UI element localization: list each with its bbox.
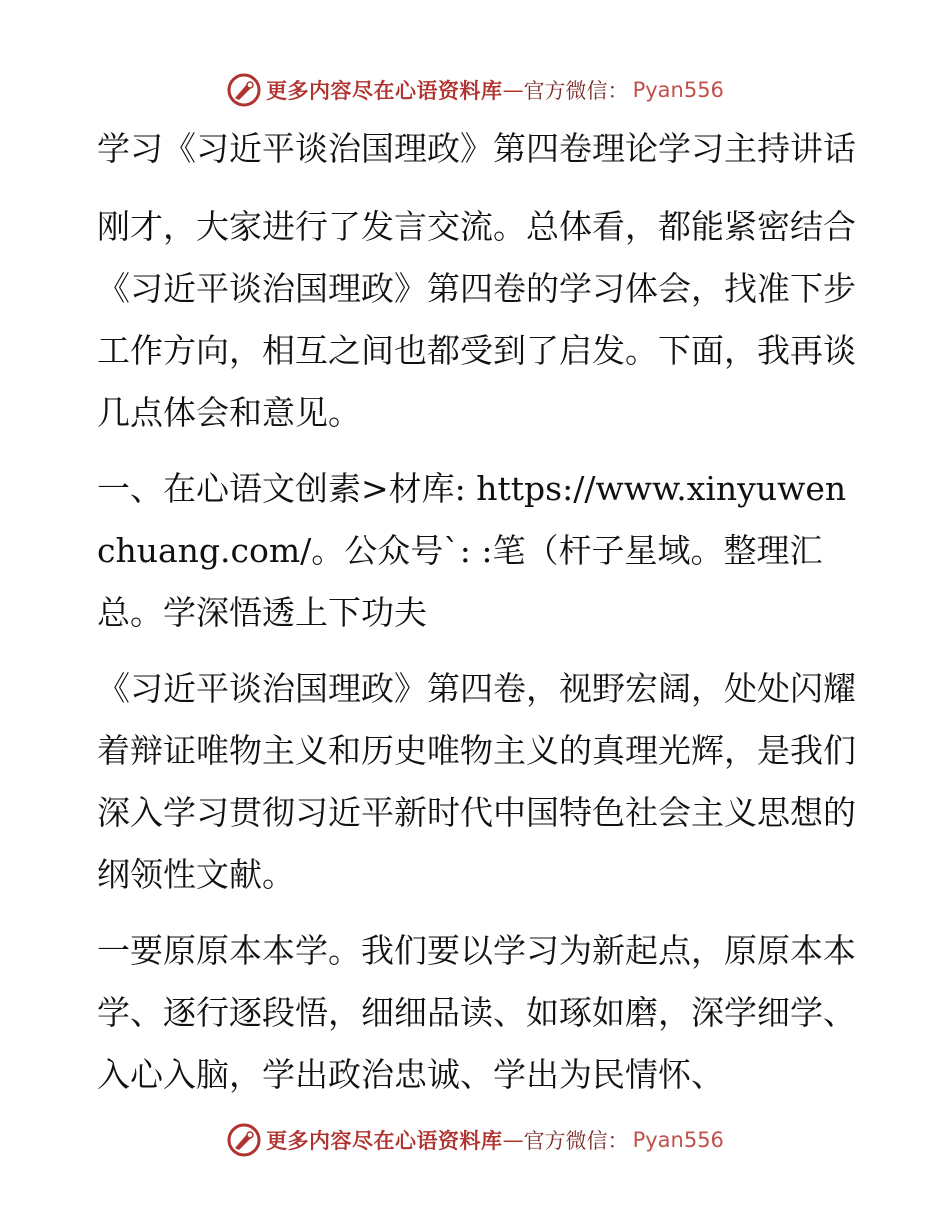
paragraph: 《习近平谈治国理政》第四卷，视野宏阔，处处闪耀着辩证唯物主义和历史唯物主义的真理光辉，是我们深入学习贯彻习近平新时代中国特色社会主义思想的纲领性文献。 [97,669,856,894]
footer-watermark [0,1120,950,1160]
header-watermark [0,70,950,110]
watermark-wechat-id: Pyan556 [632,78,724,102]
watermark-wechat-id: Pyan556 [632,1128,724,1152]
watermark-brand: 更多内容尽在心语资料库 [266,1129,503,1153]
paragraph: 刚才，大家进行了发言交流。总体看，都能紧密结合《习近平谈治国理政》第四卷的学习体会，找准下步工作方向，相互之间也都受到了启发。下面，我再谈几点体会和意见。 [97,207,856,432]
document-title: 学习《习近平谈治国理政》第四卷理论学习主持讲话 [97,129,856,168]
watermark-separator: — [502,78,524,102]
pen-nib-logo-icon [226,1122,262,1158]
watermark-official: 官方微信： [523,1129,629,1153]
watermark-brand: 更多内容尽在心语资料库 [266,79,503,103]
paragraph: 一、在心语文创素>材库: https://www.xinyuwenchuang.com/。公众号`: :笔（杆子星域。整理汇总。学深悟透上下功夫 [97,469,847,632]
document-body [97,118,857,1120]
pen-nib-logo-icon [226,72,262,108]
watermark-official: 官方微信： [523,79,629,103]
paragraph: 一要原原本本学。我们要以学习为新起点，原原本本学、逐行逐段悟，细细品读、如琢如磨，深学细学、入心入脑，学出政治忠诚、学出为民情怀、 [97,931,856,1094]
watermark-separator: — [502,1128,524,1152]
